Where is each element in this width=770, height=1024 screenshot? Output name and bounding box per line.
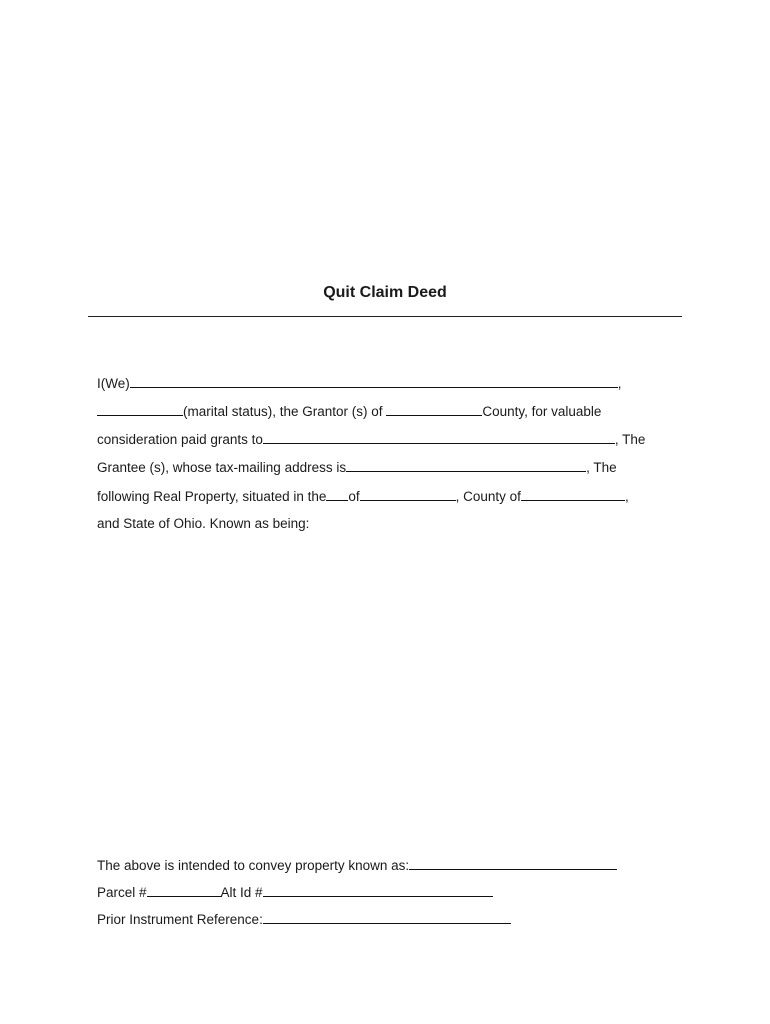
- parcel-line: [97, 883, 493, 899]
- parcel-label: Parcel #: [97, 885, 147, 900]
- title-divider: [88, 316, 682, 317]
- state-line: [97, 516, 309, 532]
- of-label: of: [348, 489, 360, 504]
- prior-instrument-line: [97, 910, 511, 926]
- grantee-names-field[interactable]: [263, 430, 615, 444]
- grantee-address-label: Grantee (s), whose tax-mailing address is: [97, 460, 347, 475]
- alt-id-label: Alt Id #: [220, 885, 263, 900]
- parcel-field[interactable]: [147, 883, 221, 897]
- grantor-names-line: [97, 374, 622, 390]
- grantor-county-field[interactable]: [386, 402, 482, 416]
- marital-status-label: (marital status), the Grantor (s) of: [183, 404, 383, 419]
- prior-instrument-field[interactable]: [263, 910, 511, 924]
- the-label-1: , The: [614, 432, 646, 447]
- county-valuable-label: County, for valuable: [482, 404, 602, 419]
- property-known-label: The above is intended to convey property known as:: [97, 858, 410, 873]
- municipality-name-field[interactable]: [360, 487, 456, 501]
- the-label-2: , The: [586, 460, 617, 475]
- l1-comma: ,: [617, 376, 622, 391]
- property-location-line: [97, 487, 629, 503]
- grantee-address-line: [97, 458, 617, 474]
- marital-status-line: [97, 402, 601, 418]
- l5-comma: ,: [624, 489, 629, 504]
- property-situated-label: following Real Property, situated in the: [97, 489, 327, 504]
- grantee-names-line: [97, 430, 645, 446]
- state-known-label: and State of Ohio. Known as being:: [97, 516, 310, 531]
- alt-id-field[interactable]: [263, 883, 493, 897]
- property-known-field[interactable]: [409, 856, 617, 870]
- property-county-field[interactable]: [521, 487, 625, 501]
- prior-instrument-label: Prior Instrument Reference:: [97, 912, 263, 927]
- grantor-names-field[interactable]: [130, 374, 618, 388]
- document-title: Quit Claim Deed: [323, 284, 447, 301]
- property-known-line: [97, 856, 617, 872]
- marital-status-field[interactable]: [97, 402, 183, 416]
- iwe-label: I(We): [97, 376, 130, 391]
- municipality-type-field[interactable]: [326, 487, 348, 501]
- county-of-label: , County of: [455, 489, 521, 504]
- grantee-address-field[interactable]: [346, 458, 586, 472]
- consideration-label: consideration paid grants to: [97, 432, 263, 447]
